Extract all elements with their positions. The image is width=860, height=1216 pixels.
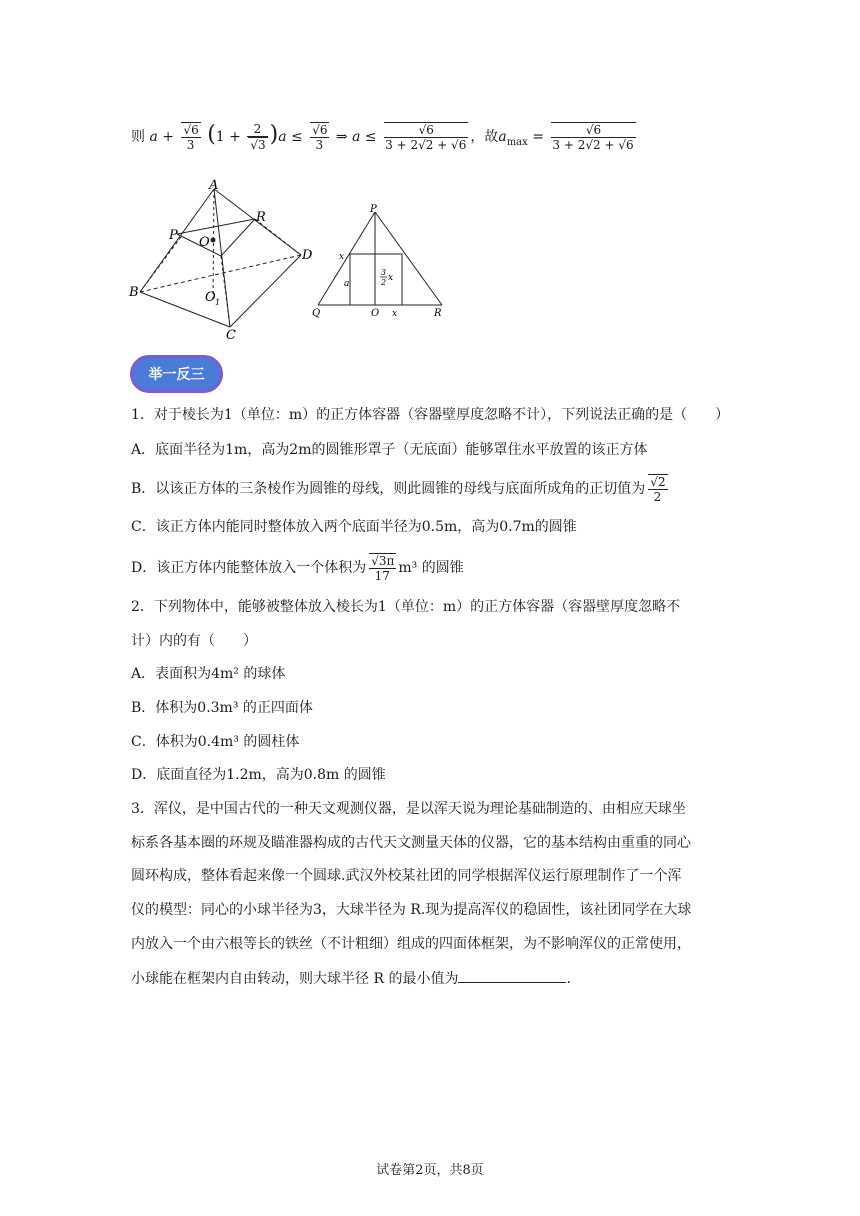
q1-option-d-pre: D．该正方体内能整体放入一个体积为 [131,560,367,576]
label-2: 2 [381,278,387,287]
fraction: $\frac{√6}{3 + 2√2 + √6}$ [552,123,634,152]
label-C: C [226,328,236,343]
q1-option-b-text: B．以该正方体的三条棱作为圆锥的母线，则此圆锥的母线与底面所成角的正切值为 [131,481,646,497]
page-footer: 试卷第2页，共8页 [376,1163,484,1178]
q2-stem-line1: 2．下列物体中，能够被整体放入棱长为1（单位：m）的正方体容器（容器壁厚度忽略不 [131,599,681,615]
q2-option-b: B．体积为0.3m³ 的正四面体 [131,700,313,716]
triangle-figure [308,202,458,322]
q3-line1: 3．浑仪，是中国古代的一种天文观测仪器，是以浑天说为理论基础制造的、由相应天球坐 [131,801,686,817]
label-x: x [388,273,394,283]
fraction: $\frac{√6}{3}$ [312,123,328,152]
label-B: B [129,285,139,300]
label-O: O [371,308,380,319]
q2-option-a: A．表面积为4m² 的球体 [131,666,286,682]
label-O1: O [205,290,216,305]
q3-line5: 内放入一个由六根等长的铁丝（不计粗细）组成的四面体框架，为不影响浑仪的正常使用， [131,936,691,952]
fraction: $\frac{√6}{3 + 2√2 + √6}$ [385,123,467,152]
section-tag: 举一反三 [130,355,223,393]
q3-line6-text: 小球能在框架内自由转动，则大球半径 R 的最小值为 [131,971,459,987]
label-R: R [434,308,442,319]
q1-stem: 1．对于棱长为1（单位：m）的正方体容器（容器壁厚度忽略不计），下列说法正确的是（ ） [131,407,730,423]
label-Q: Q [312,308,321,319]
label-P: P [169,228,178,243]
label-O: O [199,235,210,250]
q3-line3: 圆环构成，整体看起来像一个圆球.武汉外校某社团的同学根据浑仪运行原理制作了一个浑 [131,868,682,884]
q1-option-d-post: m³ 的圆锥 [398,560,464,576]
fraction: $\frac{√2}{2}$ [650,475,666,504]
label-O1-sub: 1 [215,298,221,307]
label-D: D [302,248,313,263]
q1-option-b [131,474,670,504]
label-x: x [339,252,345,262]
formula-prefix: 则 [131,129,145,145]
q1-option-c: C．该正方体内能同时整体放入两个底面半径为0.5m，高为0.7m的圆锥 [131,519,577,535]
fraction: $\frac{√3\pi}{17}$ [371,554,395,583]
formula-line: 则 a + $\frac{√6}{3}$ (1 + $\frac{2}{√3}$ )a ≤ $\frac{√6}{3}$ ⇒ a ≤ $\frac{√6}{3 + 2√2 + √6}$ ，故$a_{max}$ = $\frac{√6}{3 + 2√2 + √6}$ [131,122,634,152]
q2-option-d: D．底面直径为1.2m，高为0.8m 的圆锥 [131,767,386,783]
q1-option-a: A．底面半径为1m，高为2m的圆锥形罩子（无底面）能够罩住水平放置的该正方体 [131,442,648,458]
label-P: P [370,204,377,215]
q2-option-c: C．体积为0.4m³ 的圆柱体 [131,734,300,750]
q2-stem-line2: 计）内的有（ ） [131,633,257,649]
pyramid-figure [125,175,325,345]
q3-line6-period: . [566,971,571,987]
label-x: x [392,309,398,319]
q1-option-d [131,553,464,583]
label-A: A [209,178,219,193]
formula-comma: ，故 [470,129,499,145]
fraction: $\frac{√6}{3}$ [183,123,199,152]
fraction: $\frac{2}{√3}$ [247,122,267,152]
label-a: a [344,279,350,289]
answer-blank[interactable] [458,968,566,983]
label-3: 3 [381,268,387,277]
q3-line2: 标系各基本圈的环规及瞄准器构成的古代天文测量天体的仪器，它的基本结构由重重的同心 [131,835,691,851]
q3-line4: 仪的模型：同心的小球半径为3，大球半径为 R.现为提高浑仪的稳固性，该社团同学在大球 [131,902,692,918]
label-R: R [256,210,266,225]
q3-line6 [131,968,571,989]
